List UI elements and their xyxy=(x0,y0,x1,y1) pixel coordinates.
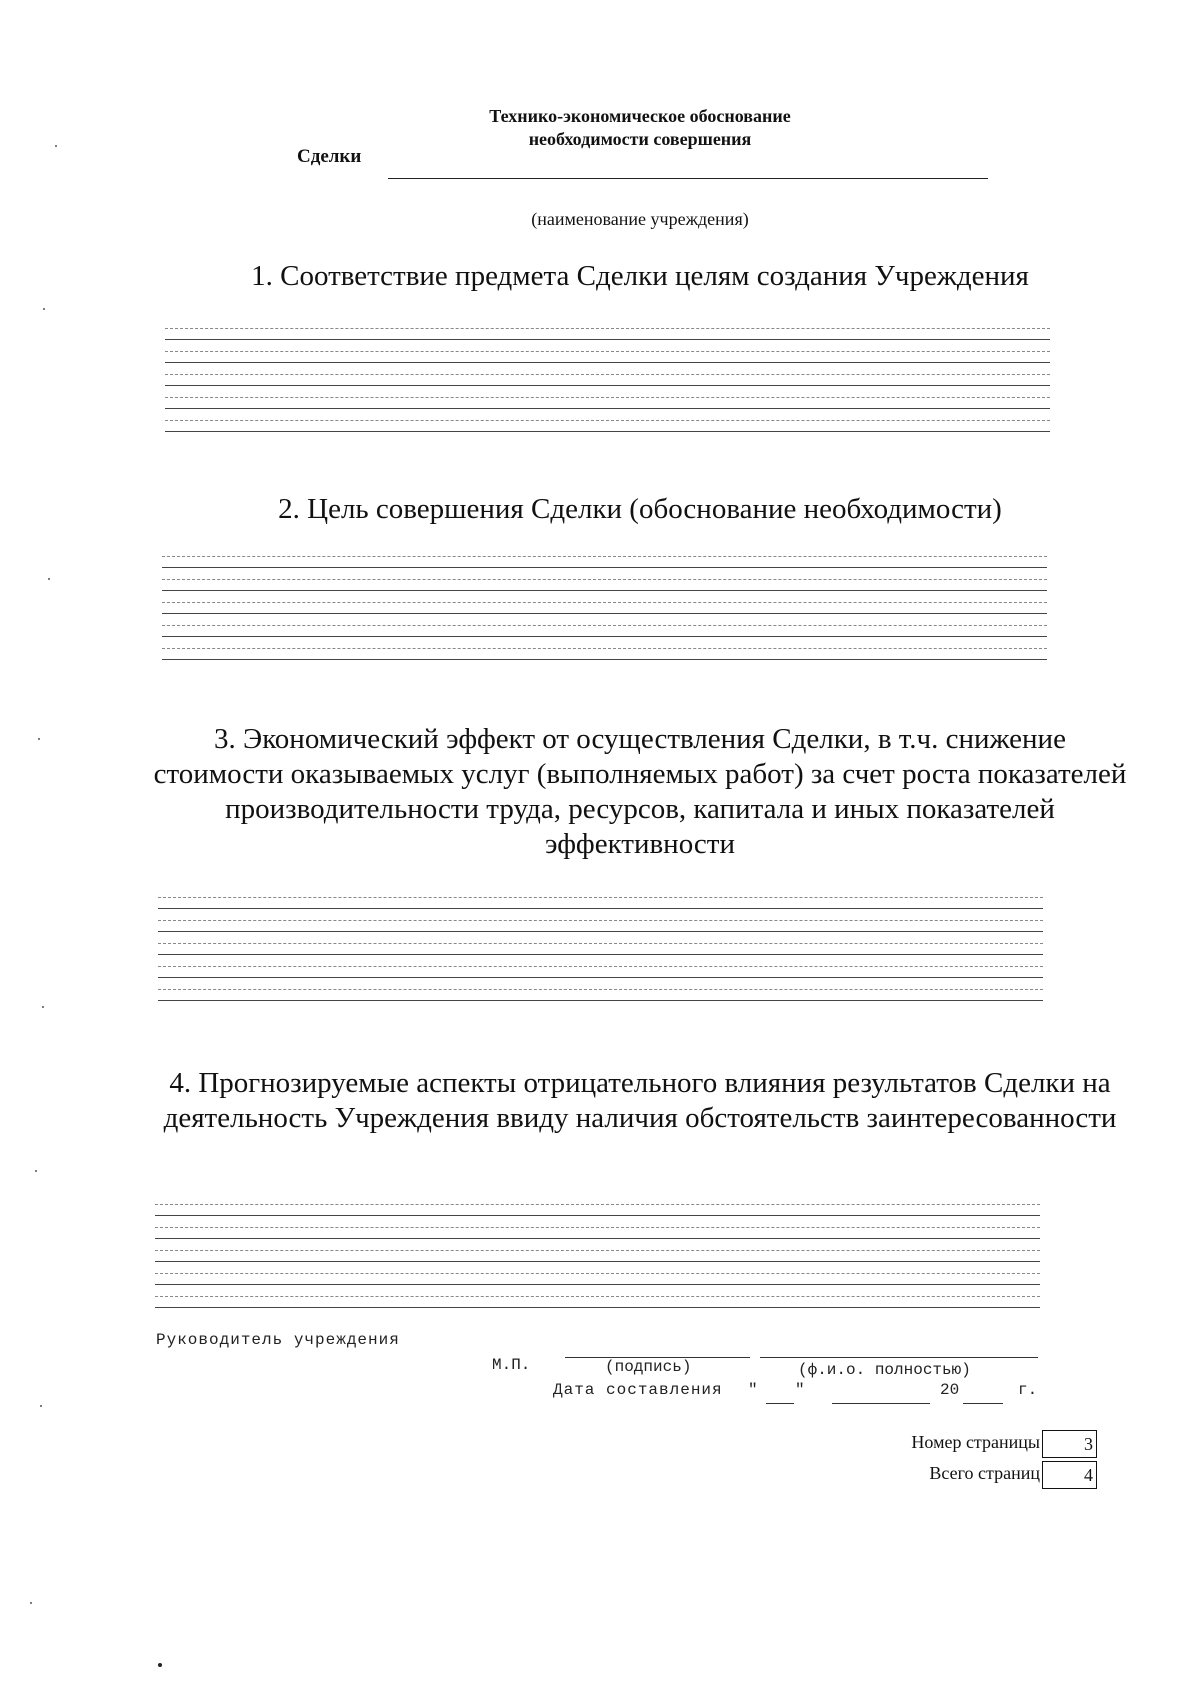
day-field-line[interactable] xyxy=(766,1403,794,1404)
fill-line[interactable] xyxy=(162,545,1047,568)
fill-line[interactable] xyxy=(155,1285,1040,1308)
section-4-heading: 4. Прогнозируемые аспекты отрицательного влияния результатов Сделки на деятельность Учреждения ввиду наличия обстоятельств заинтересованности xyxy=(163,1067,1117,1134)
date-open-quote: " xyxy=(748,1381,758,1399)
date-label: Дата составления xyxy=(553,1381,723,1399)
year-prefix: 20 xyxy=(940,1381,960,1399)
scan-speck xyxy=(38,738,40,740)
head-of-institution-label: Руководитель учреждения xyxy=(156,1331,400,1349)
fill-line[interactable] xyxy=(158,978,1043,1001)
section-2-fill-lines[interactable] xyxy=(162,545,1047,660)
deal-name-field-line[interactable] xyxy=(388,178,988,179)
section-2-heading: 2. Цель совершения Сделки (обоснование необходимости) xyxy=(278,493,1002,525)
full-name-caption: (ф.и.о. полностью) xyxy=(798,1361,971,1379)
section-1-heading: 1. Соответствие предмета Сделки целям создания Учреждения xyxy=(251,260,1029,292)
signature-caption: (подпись) xyxy=(605,1358,692,1376)
scan-speck xyxy=(40,1405,42,1407)
deal-label: Сделки xyxy=(297,146,362,167)
fill-line[interactable] xyxy=(155,1216,1040,1239)
full-name-field-line[interactable] xyxy=(760,1357,1038,1358)
scan-speck xyxy=(30,1602,32,1604)
scan-speck xyxy=(42,1006,44,1008)
fill-line[interactable] xyxy=(165,317,1050,340)
year-suffix: г. xyxy=(1018,1381,1038,1399)
section-3-fill-lines[interactable] xyxy=(158,886,1043,1001)
fill-line[interactable] xyxy=(165,363,1050,386)
fill-line[interactable] xyxy=(162,637,1047,660)
scan-speck xyxy=(43,308,45,310)
fill-line[interactable] xyxy=(165,386,1050,409)
document-title-line-2: необходимости совершения xyxy=(528,129,752,149)
section-1-fill-lines[interactable] xyxy=(165,317,1050,432)
section-3-heading: 3. Экономический эффект от осуществления Сделки, в т.ч. снижение стоимости оказываемых услуг (выполняемых работ) за счет роста показателей производительности труда, ресурсов, капитала и иных показателей эффективности xyxy=(153,723,1127,860)
fill-line[interactable] xyxy=(155,1193,1040,1216)
fill-line[interactable] xyxy=(158,932,1043,955)
fill-line[interactable] xyxy=(165,409,1050,432)
page-number-box: 3 xyxy=(1042,1430,1097,1458)
fill-line[interactable] xyxy=(165,340,1050,363)
seal-label: М.П. xyxy=(492,1356,531,1374)
scan-speck xyxy=(35,1170,37,1172)
month-field-line[interactable] xyxy=(832,1403,930,1404)
scan-speck xyxy=(48,578,50,580)
fill-line[interactable] xyxy=(162,591,1047,614)
total-pages-box: 4 xyxy=(1042,1461,1097,1489)
page-number-label: Номер страницы xyxy=(911,1432,1040,1452)
fill-line[interactable] xyxy=(155,1262,1040,1285)
date-close-quote: " xyxy=(795,1381,805,1399)
scan-speck xyxy=(158,1663,162,1667)
fill-line[interactable] xyxy=(162,568,1047,591)
fill-line[interactable] xyxy=(158,886,1043,909)
year-field-line[interactable] xyxy=(963,1403,1003,1404)
fill-line[interactable] xyxy=(158,955,1043,978)
total-pages-label: Всего страниц xyxy=(929,1463,1040,1483)
scan-speck xyxy=(55,145,57,147)
fill-line[interactable] xyxy=(162,614,1047,637)
fill-line[interactable] xyxy=(155,1239,1040,1262)
section-4-fill-lines[interactable] xyxy=(155,1193,1040,1308)
institution-caption: (наименование учреждения) xyxy=(531,209,749,229)
document-title-line-1: Технико-экономическое обоснование xyxy=(489,106,791,126)
fill-line[interactable] xyxy=(158,909,1043,932)
